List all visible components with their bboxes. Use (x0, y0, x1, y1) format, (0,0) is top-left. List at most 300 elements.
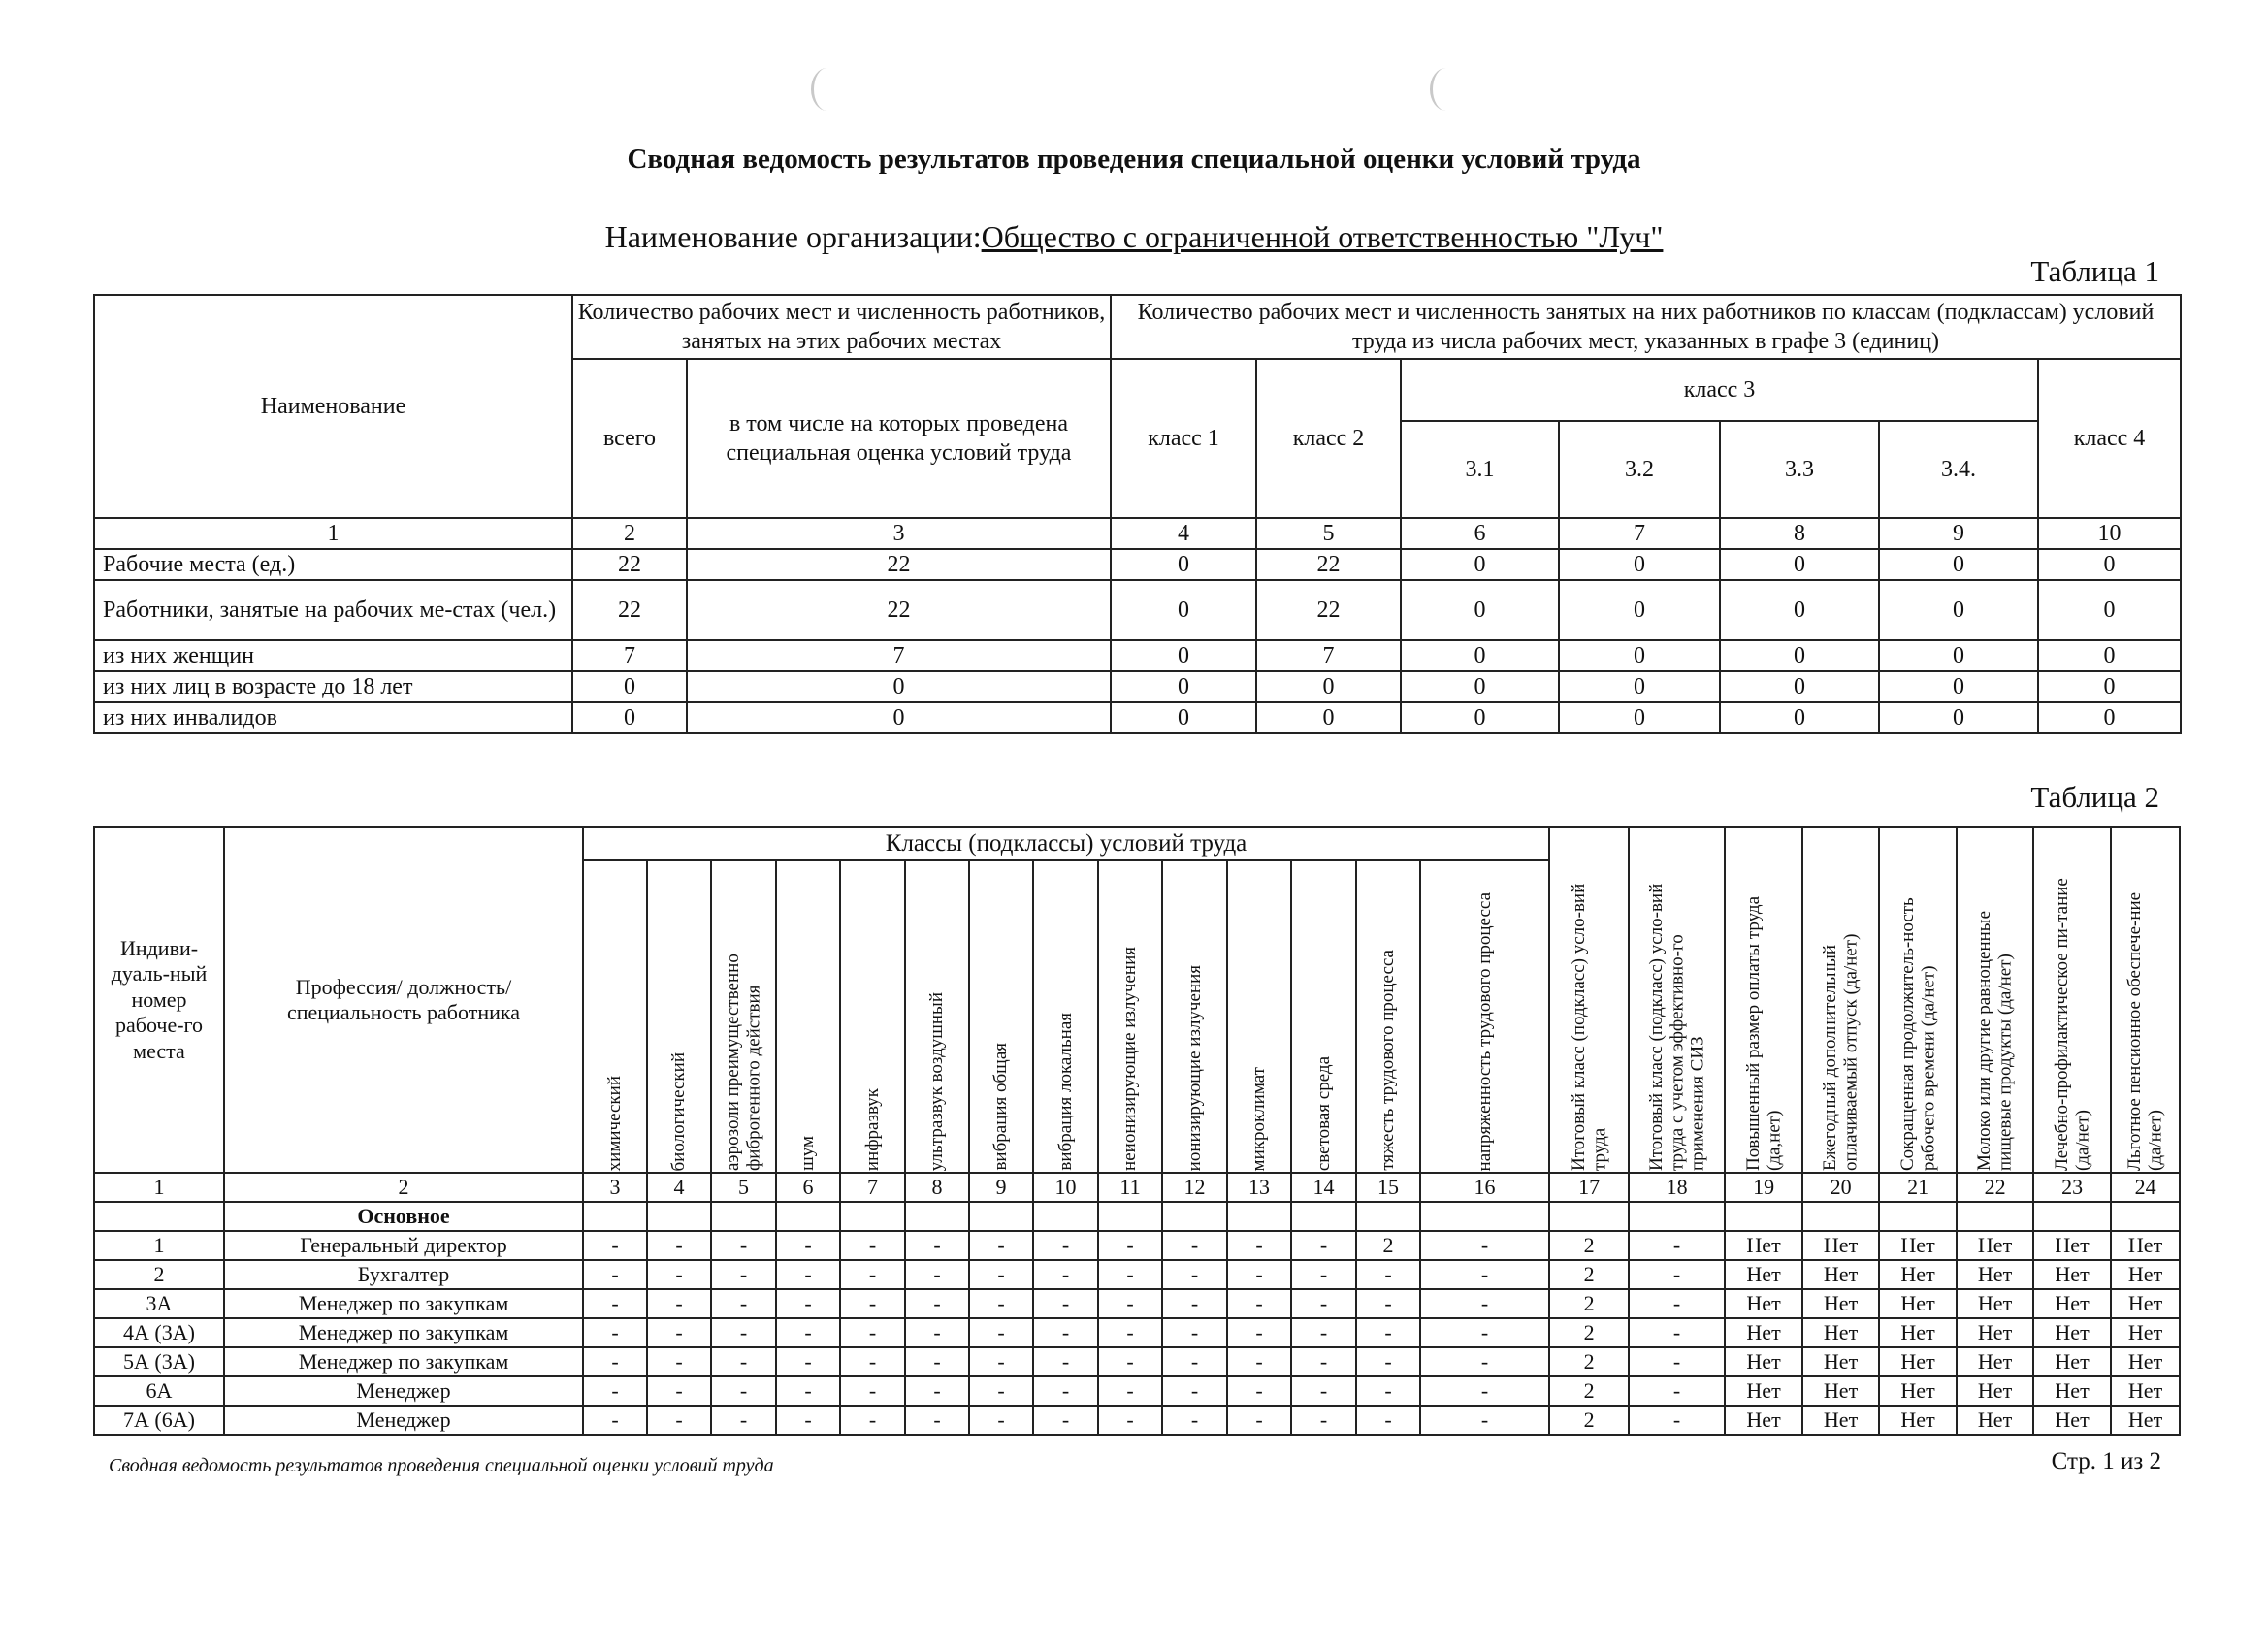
table1-caption: Таблица 1 (2030, 254, 2159, 288)
t2-cell: - (711, 1318, 776, 1347)
t2-cell: Нет (1725, 1231, 1802, 1260)
t2-column-number: 11 (1098, 1173, 1162, 1202)
t2-header-factor-label: напряженность трудового процесса (1474, 891, 1495, 1171)
t1-cell: 22 (1256, 580, 1401, 640)
t2-column-number: 17 (1549, 1173, 1629, 1202)
t2-cell: - (776, 1231, 840, 1260)
t2-header-extra (2033, 827, 2111, 1173)
footer-document-name: Сводная ведомость результатов проведения специальной оценки условий труда (109, 1455, 774, 1476)
t2-column-number: 2 (224, 1173, 583, 1202)
t2-header-factor (1227, 860, 1291, 1173)
t2-column-number: 24 (2111, 1173, 2180, 1202)
t2-cell: Нет (2111, 1260, 2180, 1289)
t2-cell: - (647, 1231, 711, 1260)
t2-header-id: Индиви-дуаль-ный номер рабоче-го места (94, 827, 224, 1173)
t2-cell: - (905, 1406, 969, 1435)
t1-cell: 0 (687, 702, 1111, 733)
t2-cell: - (1291, 1406, 1356, 1435)
t2-header-extra (1549, 827, 1629, 1173)
t1-cell: 22 (1256, 549, 1401, 580)
t2-cell: - (1420, 1318, 1549, 1347)
t2-workplace-id: 7А (6А) (94, 1406, 224, 1435)
t1-cell: 0 (1720, 702, 1879, 733)
t2-header-factor-wrap (1294, 862, 1353, 1171)
t2-cell: - (647, 1376, 711, 1406)
t2-header-factor-wrap (1230, 862, 1288, 1171)
t2-header-factor-wrap (586, 862, 644, 1171)
t2-cell: - (840, 1289, 905, 1318)
table2-caption: Таблица 2 (2030, 780, 2159, 814)
t1-cell: 0 (572, 702, 687, 733)
t2-cell: - (1098, 1260, 1162, 1289)
t2-cell: - (905, 1231, 969, 1260)
t2-header-pension: Льготное пенсионное обеспече-ние (да/нет) (2124, 891, 2166, 1171)
t2-cell: - (1227, 1260, 1291, 1289)
t2-cell: - (1162, 1318, 1227, 1347)
t2-cell: - (583, 1406, 647, 1435)
t2-cell: - (1162, 1231, 1227, 1260)
t2-header-factor-wrap (1165, 862, 1224, 1171)
t2-header-factor-wrap (714, 862, 773, 1171)
t2-cell: - (1291, 1318, 1356, 1347)
t2-section-empty (1802, 1202, 1879, 1231)
t2-header-extra (2111, 827, 2180, 1173)
t2-column-number: 1 (94, 1173, 224, 1202)
t2-column-number: 4 (647, 1173, 711, 1202)
t2-column-number: 6 (776, 1173, 840, 1202)
t2-cell: 2 (1549, 1406, 1629, 1435)
t2-cell: Нет (1957, 1289, 2033, 1318)
t1-cell: 22 (687, 580, 1111, 640)
t2-header-factor-label: ионизирующие излучения (1183, 964, 1205, 1171)
t1-cell: 0 (1111, 702, 1256, 733)
t2-cell: Нет (1802, 1376, 1879, 1406)
t2-workplace-id: 6А (94, 1376, 224, 1406)
t1-header-group-a: Количество рабочих мест и численность работников, занятых на этих рабочих местах (572, 295, 1111, 359)
t2-cell: - (711, 1376, 776, 1406)
t2-cell: - (1033, 1260, 1098, 1289)
t1-cell: 0 (1559, 549, 1720, 580)
page-number: Стр. 1 из 2 (2051, 1448, 2161, 1474)
t2-column-number: 23 (2033, 1173, 2111, 1202)
t1-cell: 0 (1401, 549, 1559, 580)
t2-cell: - (583, 1231, 647, 1260)
t1-row (94, 580, 2181, 640)
t2-header-factor-wrap (779, 862, 837, 1171)
t2-profession: Менеджер по закупкам (224, 1289, 583, 1318)
t2-cell: - (647, 1318, 711, 1347)
t2-cell: - (969, 1376, 1033, 1406)
t2-cell: Нет (2033, 1260, 2111, 1289)
t2-cell: Нет (1879, 1318, 1957, 1347)
t2-header-final-class: Итоговый класс (подкласс) усло-вий труда (1568, 883, 1610, 1171)
t2-cell: - (776, 1347, 840, 1376)
t2-cell: - (1291, 1260, 1356, 1289)
t2-cell: - (776, 1260, 840, 1289)
t2-section-empty (1879, 1202, 1957, 1231)
t2-cell: - (711, 1260, 776, 1289)
t2-column-number: 16 (1420, 1173, 1549, 1202)
t2-header-extra (1802, 827, 1879, 1173)
t2-cell: Нет (1957, 1318, 2033, 1347)
t2-cell: Нет (1725, 1376, 1802, 1406)
t2-header-factor (1162, 860, 1227, 1173)
t2-cell: Нет (2033, 1231, 2111, 1260)
t2-cell: - (776, 1289, 840, 1318)
t2-cell: Нет (1879, 1260, 1957, 1289)
t2-header-classes: Классы (подклассы) условий труда (583, 827, 1549, 860)
t1-column-number: 7 (1559, 518, 1720, 549)
t2-header-profession: Профессия/ должность/ специальность работника (224, 827, 583, 1173)
t2-cell: - (1356, 1289, 1420, 1318)
t2-header-factor-label: ультразвук воздушный (926, 991, 948, 1171)
t2-section-empty (1033, 1202, 1098, 1231)
t1-header-class4: класс 4 (2038, 359, 2181, 518)
t2-header-factor (1033, 860, 1098, 1173)
t2-column-number: 21 (1879, 1173, 1957, 1202)
t2-row (94, 1318, 2180, 1347)
t2-cell: - (1420, 1376, 1549, 1406)
t2-workplace-id: 4А (3А) (94, 1318, 224, 1347)
t2-cell: - (1098, 1289, 1162, 1318)
document-title: Сводная ведомость результатов проведения специальной оценки условий труда (627, 144, 1641, 175)
t1-row (94, 702, 2181, 733)
t2-cell: Нет (2033, 1347, 2111, 1376)
t2-cell: Нет (1802, 1260, 1879, 1289)
t2-cell: Нет (1725, 1347, 1802, 1376)
t2-header-increased-pay: Повышенный размер оплаты труда (да,нет) (1742, 895, 1785, 1171)
t2-header-extra (1629, 827, 1725, 1173)
t2-header-factor-label: вибрация общая (990, 1043, 1012, 1171)
t1-cell: 0 (1559, 580, 1720, 640)
t2-cell: - (1291, 1376, 1356, 1406)
t2-section-empty (1291, 1202, 1356, 1231)
t2-section-empty (2111, 1202, 2180, 1231)
t2-cell: 2 (1549, 1231, 1629, 1260)
t1-row-name: Рабочие места (ед.) (94, 549, 572, 580)
t2-cell: Нет (2111, 1376, 2180, 1406)
t2-profession: Менеджер (224, 1376, 583, 1406)
t1-header-total: всего (572, 359, 687, 518)
t2-header-factor-label: аэрозоли преимущественно фиброгенного действия (723, 954, 764, 1171)
t2-section-empty (1549, 1202, 1629, 1231)
t2-header-factor-wrap (650, 862, 708, 1171)
t2-cell: - (969, 1231, 1033, 1260)
t2-cell: Нет (1725, 1406, 1802, 1435)
t1-cell: 22 (572, 580, 687, 640)
t2-profession: Менеджер по закупкам (224, 1347, 583, 1376)
t2-header-factor-label: тяжесть трудового процесса (1377, 950, 1399, 1171)
t2-header-factor-label: световая среда (1312, 1055, 1334, 1171)
t2-section-empty (776, 1202, 840, 1231)
t1-cell: 0 (1879, 671, 2038, 702)
t1-cell: 0 (1720, 671, 1879, 702)
t2-cell: - (1033, 1289, 1098, 1318)
t2-section-label: Основное (224, 1202, 583, 1231)
t2-cell: - (1098, 1376, 1162, 1406)
t2-header-factor (1291, 860, 1356, 1173)
t1-row (94, 671, 2181, 702)
t2-header-therapeutic-food: Лечебно-профилактическое пи-тание (да/нет) (2051, 878, 2093, 1171)
t1-header-class2: класс 2 (1256, 359, 1401, 518)
t2-column-number: 13 (1227, 1173, 1291, 1202)
t1-cell: 0 (1111, 671, 1256, 702)
t2-cell: - (1227, 1318, 1291, 1347)
t2-header-extra-vacation: Ежегодный дополнительный оплачиваемый отпуск (да/нет) (1820, 933, 1862, 1171)
t2-cell: Нет (1879, 1289, 1957, 1318)
t2-cell: - (1162, 1289, 1227, 1318)
t2-cell: - (1629, 1231, 1725, 1260)
t2-cell: - (1162, 1406, 1227, 1435)
t2-section-empty (1725, 1202, 1802, 1231)
t2-cell: - (905, 1260, 969, 1289)
t2-cell: Нет (2111, 1318, 2180, 1347)
t1-cell: 0 (1559, 671, 1720, 702)
t2-cell: - (1629, 1260, 1725, 1289)
t2-cell: - (1420, 1406, 1549, 1435)
t1-header-sub-3-2: 3.2 (1559, 421, 1720, 518)
t2-column-number: 10 (1033, 1173, 1098, 1202)
t2-header-final-class-siz: Итоговый класс (подкласс) усло-вий труда с учетом эффективно-го применения СИЗ (1645, 883, 1708, 1171)
t2-profession: Менеджер (224, 1406, 583, 1435)
t2-cell: - (905, 1347, 969, 1376)
t1-column-number: 10 (2038, 518, 2181, 549)
t1-cell: 0 (1401, 671, 1559, 702)
t2-cell: - (1420, 1347, 1549, 1376)
t1-header-class1: класс 1 (1111, 359, 1256, 518)
t2-cell: 2 (1356, 1231, 1420, 1260)
t1-row-name: из них женщин (94, 640, 572, 671)
t2-cell: Нет (1802, 1231, 1879, 1260)
t2-cell: - (1033, 1406, 1098, 1435)
t2-cell: - (583, 1347, 647, 1376)
t2-section-empty (1957, 1202, 2033, 1231)
t2-cell: - (1291, 1289, 1356, 1318)
table1-summary (93, 294, 2182, 734)
t2-header-factor-wrap (1036, 862, 1095, 1171)
t2-header-factor (969, 860, 1033, 1173)
t2-header-factor-label: химический (604, 1075, 626, 1171)
t1-column-number: 9 (1879, 518, 2038, 549)
t2-cell: - (1227, 1376, 1291, 1406)
t2-cell: - (1420, 1231, 1549, 1260)
t2-header-factor (905, 860, 969, 1173)
t2-cell: - (711, 1231, 776, 1260)
t2-cell: - (969, 1347, 1033, 1376)
t2-header-extra (1957, 827, 2033, 1173)
t2-section-empty (94, 1202, 224, 1231)
t1-row-name: Работники, занятые на рабочих ме-стах (чел.) (94, 580, 572, 640)
t2-cell: - (1227, 1406, 1291, 1435)
t2-row (94, 1347, 2180, 1376)
t2-cell: - (905, 1376, 969, 1406)
t1-column-number: 1 (94, 518, 572, 549)
t2-header-factor (776, 860, 840, 1173)
t2-cell: 2 (1549, 1260, 1629, 1289)
t2-cell: - (1356, 1347, 1420, 1376)
t2-header-factor-label: шум (797, 1136, 819, 1171)
t1-cell: 0 (1879, 549, 2038, 580)
organization-label: Наименование организации: (604, 219, 982, 254)
t2-cell: - (1033, 1231, 1098, 1260)
t1-cell: 0 (1256, 671, 1401, 702)
t1-header-group-b: Количество рабочих мест и численность занятых на них работников по классам (подклассам) условий труда из числа рабочих мест, указанных в графе 3 (единиц) (1111, 295, 2181, 359)
t2-cell: - (647, 1347, 711, 1376)
t2-cell: - (840, 1376, 905, 1406)
t2-header-factor (1420, 860, 1549, 1173)
t2-header-factor (1098, 860, 1162, 1173)
t2-header-factor-label: вибрация локальная (1054, 1013, 1076, 1171)
t2-cell: - (647, 1260, 711, 1289)
t2-section-empty (647, 1202, 711, 1231)
t1-cell: 7 (687, 640, 1111, 671)
t2-header-extra (1725, 827, 1802, 1173)
t2-cell: - (1227, 1347, 1291, 1376)
t1-column-number: 6 (1401, 518, 1559, 549)
t2-cell: Нет (2111, 1347, 2180, 1376)
t2-cell: - (711, 1289, 776, 1318)
t2-workplace-id: 5А (3А) (94, 1347, 224, 1376)
t2-cell: - (711, 1347, 776, 1376)
t2-header-factor (647, 860, 711, 1173)
t2-cell: Нет (1802, 1289, 1879, 1318)
t2-column-number: 9 (969, 1173, 1033, 1202)
t1-header-sub-3-3: 3.3 (1720, 421, 1879, 518)
t2-header-factor-wrap (843, 862, 902, 1171)
t2-section-empty (1227, 1202, 1291, 1231)
t2-cell: - (711, 1406, 776, 1435)
t1-column-number: 2 (572, 518, 687, 549)
t1-cell: 0 (1720, 640, 1879, 671)
t2-cell: Нет (1725, 1318, 1802, 1347)
t2-column-numbers-row (94, 1173, 2180, 1202)
t2-column-number: 12 (1162, 1173, 1227, 1202)
t2-cell: Нет (1725, 1289, 1802, 1318)
t2-cell: - (647, 1289, 711, 1318)
t2-profession: Бухгалтер (224, 1260, 583, 1289)
organization-line (0, 219, 2268, 255)
t2-cell: Нет (1957, 1231, 2033, 1260)
t2-cell: - (969, 1406, 1033, 1435)
t2-header-extra (1879, 827, 1957, 1173)
t2-row (94, 1406, 2180, 1435)
t1-header-sub-3-1: 3.1 (1401, 421, 1559, 518)
t2-cell: - (840, 1231, 905, 1260)
t2-cell: Нет (1879, 1347, 1957, 1376)
t2-workplace-id: 1 (94, 1231, 224, 1260)
t1-cell: 0 (1401, 702, 1559, 733)
t1-row (94, 640, 2181, 671)
t2-cell: Нет (2033, 1289, 2111, 1318)
t1-header-sub-3-4: 3.4. (1879, 421, 2038, 518)
t1-cell: 0 (1111, 640, 1256, 671)
t2-cell: Нет (1879, 1376, 1957, 1406)
t2-cell: - (1420, 1289, 1549, 1318)
t1-cell: 0 (687, 671, 1111, 702)
t1-cell: 0 (1879, 580, 2038, 640)
t2-cell: - (969, 1289, 1033, 1318)
t1-cell: 0 (572, 671, 687, 702)
t2-cell: - (583, 1260, 647, 1289)
t2-cell: - (1356, 1318, 1420, 1347)
t2-column-number: 14 (1291, 1173, 1356, 1202)
t1-header-class3: класс 3 (1401, 359, 2038, 421)
t2-header-milk: Молоко или другие равноценные пищевые продукты (да/нет) (1974, 910, 2016, 1171)
t1-cell: 7 (1256, 640, 1401, 671)
t1-cell: 22 (572, 549, 687, 580)
t1-cell: 0 (2038, 580, 2181, 640)
t2-cell: 2 (1549, 1289, 1629, 1318)
t2-cell: Нет (1802, 1347, 1879, 1376)
t2-cell: 2 (1549, 1376, 1629, 1406)
t2-header-factor (1356, 860, 1420, 1173)
t2-cell: - (1227, 1289, 1291, 1318)
t1-cell: 7 (572, 640, 687, 671)
t2-cell: - (1420, 1260, 1549, 1289)
t2-row (94, 1260, 2180, 1289)
t2-cell: - (1033, 1376, 1098, 1406)
t2-section-empty (1420, 1202, 1549, 1231)
t2-row (94, 1231, 2180, 1260)
t2-cell: - (583, 1289, 647, 1318)
t2-cell: Нет (1802, 1406, 1879, 1435)
t2-cell: - (776, 1318, 840, 1347)
t2-header-factor-wrap (1359, 862, 1417, 1171)
t2-section-empty (583, 1202, 647, 1231)
t2-cell: - (583, 1376, 647, 1406)
t1-header-assessed: в том числе на которых проведена специальная оценка условий труда (687, 359, 1111, 518)
t2-cell: - (1098, 1406, 1162, 1435)
t2-header-factor (711, 860, 776, 1173)
t2-header-factor (840, 860, 905, 1173)
t2-section-empty (711, 1202, 776, 1231)
t2-cell: Нет (1957, 1347, 2033, 1376)
t2-header-factor-label: микроклимат (1248, 1066, 1270, 1171)
t1-cell: 0 (1401, 640, 1559, 671)
t2-cell: - (1227, 1231, 1291, 1260)
t2-column-number: 3 (583, 1173, 647, 1202)
t2-cell: - (583, 1318, 647, 1347)
t2-column-number: 5 (711, 1173, 776, 1202)
t2-cell: Нет (1957, 1406, 2033, 1435)
t2-cell: - (1356, 1376, 1420, 1406)
t2-column-number: 22 (1957, 1173, 2033, 1202)
t2-cell: - (840, 1318, 905, 1347)
t1-header-name: Наименование (94, 295, 572, 518)
t2-cell: Нет (2111, 1406, 2180, 1435)
t2-workplace-id: 3А (94, 1289, 224, 1318)
t2-cell: - (1629, 1347, 1725, 1376)
t2-cell: - (905, 1318, 969, 1347)
t2-cell: Нет (2111, 1231, 2180, 1260)
t2-cell: - (1162, 1260, 1227, 1289)
t1-column-number: 3 (687, 518, 1111, 549)
t2-column-number: 18 (1629, 1173, 1725, 1202)
t2-cell: - (840, 1406, 905, 1435)
t2-cell: - (840, 1347, 905, 1376)
t1-row (94, 549, 2181, 580)
t2-header-factor-wrap (1423, 862, 1546, 1171)
t2-cell: - (1629, 1318, 1725, 1347)
t2-cell: Нет (2111, 1289, 2180, 1318)
t2-cell: - (1033, 1347, 1098, 1376)
t2-cell: - (1356, 1406, 1420, 1435)
t2-cell: - (969, 1260, 1033, 1289)
t1-cell: 0 (2038, 640, 2181, 671)
t1-column-numbers-row (94, 518, 2181, 549)
t2-section-empty (1162, 1202, 1227, 1231)
t2-column-number: 8 (905, 1173, 969, 1202)
